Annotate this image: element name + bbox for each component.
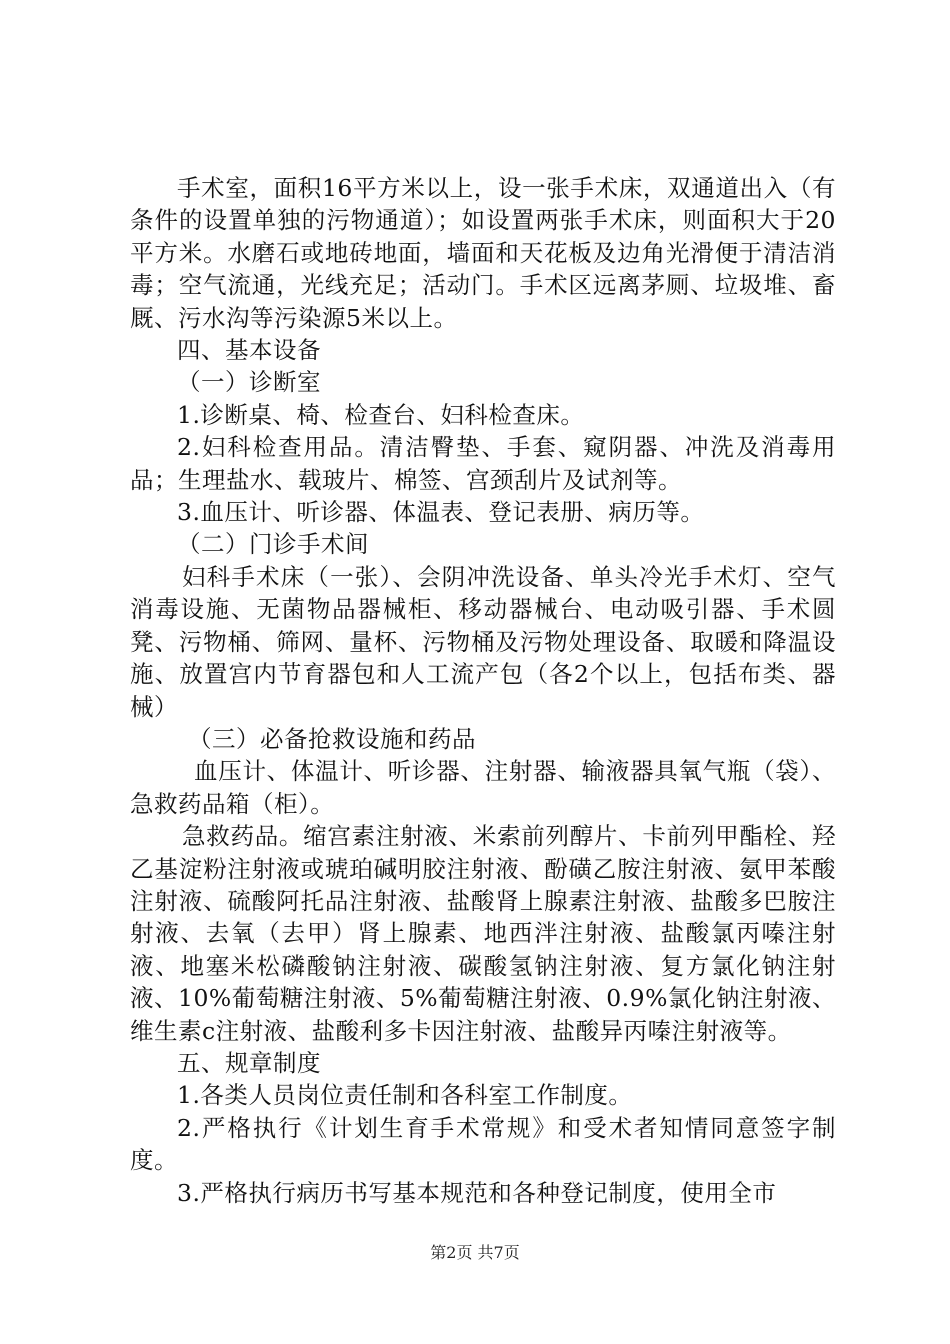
paragraph-rescue-equipment: 血压计、体温计、听诊器、注射器、输液器具氧气瓶（袋）、急救药品箱（柜）。 xyxy=(130,757,836,818)
subsection-heading-outpatient-surgery: （二）门诊手术间 xyxy=(177,530,369,559)
page-number-footer: 第2页 共7页 xyxy=(430,1243,520,1262)
section-heading-basic-equipment: 四、基本设备 xyxy=(177,336,321,365)
list-item-rules-1: 1.各类人员岗位责任制和各科室工作制度。 xyxy=(177,1081,633,1110)
list-item-rules-2: 2.严格执行《计划生育手术常规》和受术者知情同意签字制度。 xyxy=(130,1113,836,1175)
subsection-heading-rescue-facilities: （三）必备抢救设施和药品 xyxy=(188,724,476,753)
paragraph-outpatient-surgery-equipment: 妇科手术床（一张）、会阴冲洗设备、单头冷光手术灯、空气消毒设施、无菌物品器械柜、移动器械台、电动吸引器、手术圆凳、污物桶、筛网、量杯、污物桶及污物处理设备、取暖和降温设施、放置宫内节育器包和人工流产包（各2个以上，包括布类、器械） xyxy=(130,562,836,721)
paragraph-operating-room: 手术室，面积16平方米以上，设一张手术床，双通道出入（有条件的设置单独的污物通道）；如设置两张手术床，则面积大于20平方米。水磨石或地砖地面，墙面和天花板及边角光滑便于清洁消毒；空气流通，光线充足；活动门。手术区远离茅厕、垃圾堆、畜厩、污水沟等污染源5米以上。 xyxy=(130,174,836,332)
section-heading-rules: 五、规章制度 xyxy=(177,1048,321,1077)
list-item-rules-3: 3.严格执行病历书写基本规范和各种登记制度，使用全市 xyxy=(177,1178,777,1207)
list-item-diagnosis-1: 1.诊断桌、椅、检查台、妇科检查床。 xyxy=(177,400,585,429)
document-body xyxy=(130,172,836,1209)
list-item-diagnosis-3: 3.血压计、听诊器、体温表、登记表册、病历等。 xyxy=(177,498,705,527)
paragraph-emergency-drugs: 急救药品。缩宫素注射液、米索前列醇片、卡前列甲酯栓、羟乙基淀粉注射液或琥珀碱明胶注射液、酚磺乙胺注射液、氨甲苯酸注射液、硫酸阿托品注射液、盐酸肾上腺素注射液、盐酸多巴胺注射液、去氧（去甲）肾上腺素、地西泮注射液、盐酸氯丙嗪注射液、地塞米松磷酸钠注射液、碳酸氢钠注射液、复方氯化钠注射液、10%葡萄糖注射液、5%葡萄糖注射液、0.9%氯化钠注射液、维生素c注射液、盐酸利多卡因注射液、盐酸异丙嗪注射液等。 xyxy=(130,822,836,1045)
subsection-heading-diagnosis-room: （一）诊断室 xyxy=(177,368,321,397)
list-item-diagnosis-2: 2.妇科检查用品。清洁臀垫、手套、窥阴器、冲洗及消毒用品；生理盐水、载玻片、棉签、宫颈刮片及试剂等。 xyxy=(130,433,836,494)
